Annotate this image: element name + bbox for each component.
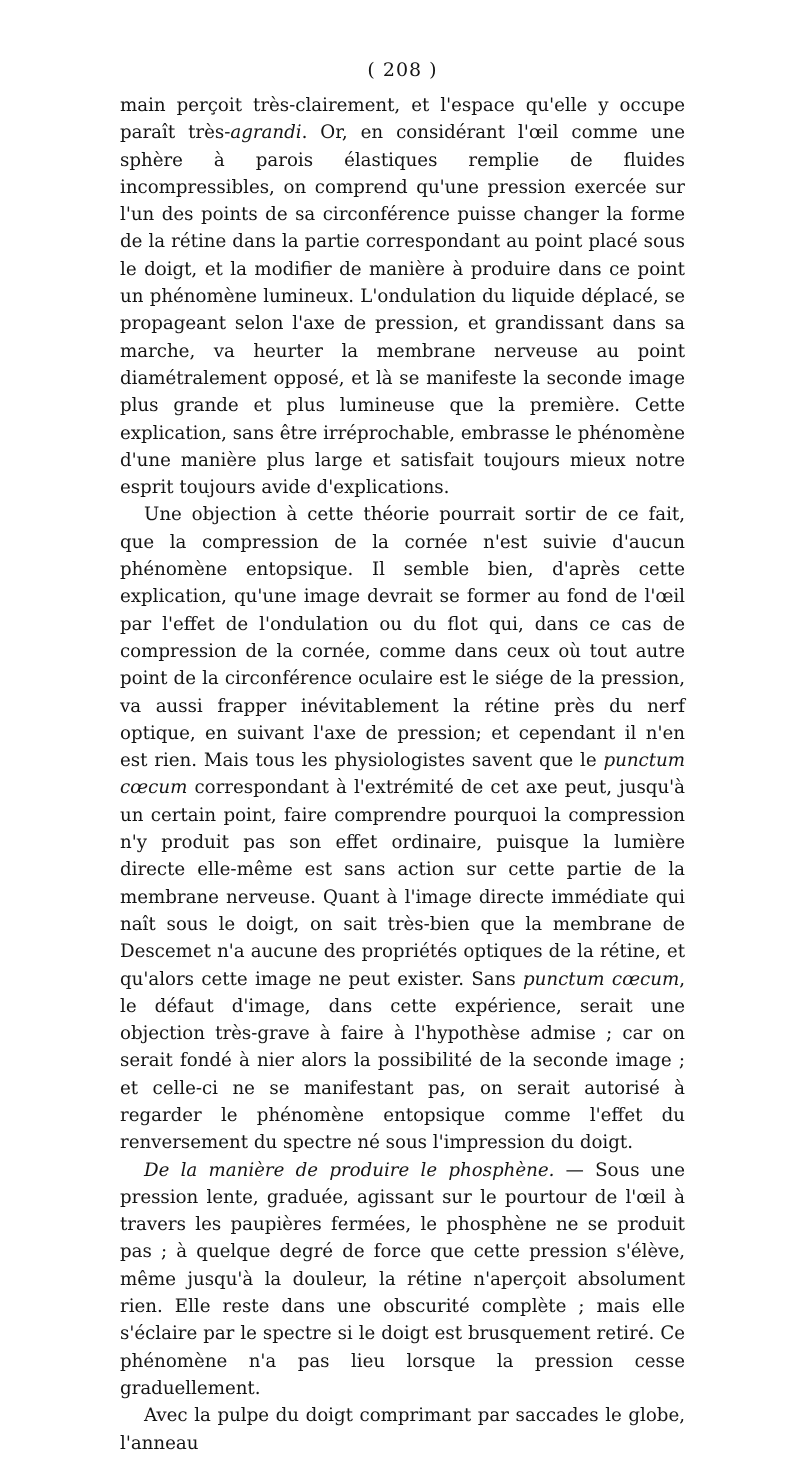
text-run: . Or, en considérant l'œil comme une sphère à parois élastiques remplie de fluides incompressibles, on comprend qu'une pression exercée sur l'un des points de sa circonférence puisse changer la forme de la rétine dans la partie correspondant au point placé sous le doigt, et la modifier de manière à produire dans ce point un phénomène lumineux. L'ondulation du liquide déplacé, se propageant selon l'axe de pression, et grandissant dans sa marche, va heurter la membrane nerveuse au point diamétralement opposé, et là se manifeste la seconde image plus grande et plus lumineuse que la première. Cette explication, sans être irréprochable, embrasse le phénomène d'une manière plus large et satisfait toujours mieux notre esprit toujours avide d'explications. <box>120 122 685 499</box>
body-text <box>120 92 685 1457</box>
paragraph <box>120 92 685 501</box>
page-number: ( 208 ) <box>367 59 438 81</box>
paragraph <box>120 1402 685 1457</box>
italic-text: De la manière de produire le phosphène. <box>144 1159 555 1181</box>
text-run: Une objection à cette théorie pourrait sortir de ce fait, que la compression de la cornée n'est suivie d'aucun phénomène entopsique. Il semble bien, d'après cette explication, qu'une image devrait se former au fond de l'œil par l'effet de l'ondulation ou du flot qui, dans ce cas de compression de la cornée, comme dans ceux où tout autre point de la circonférence oculaire est le siége de la pression, va aussi frapper inévitablement la rétine près du nerf optique, en suivant l'axe de pression; et cependant il n'en est rien. Mais tous les physiologistes savent que le <box>120 504 685 772</box>
paragraph <box>120 1157 685 1403</box>
italic-text: agrandi <box>230 122 302 144</box>
text-run: main perçoit très-clairement, et l'espace qu'elle y occupe paraît très- <box>120 95 685 144</box>
text-run: , le défaut d'image, dans cette expérience, serait une objection très-grave à faire à l'hypothèse admise ; car on serait fondé à nier alors la possibilité de la seconde image ; et celle-ci ne se manifestant pas, on serait autorisé à regarder le phénomène entopsique comme l'effet du renversement du spectre né sous l'impression du doigt. <box>120 968 685 1154</box>
paragraph <box>120 501 685 1156</box>
text-run: correspondant à l'extrémité de cet axe peut, jusqu'à un certain point, faire comprendre pourquoi la compression n'y produit pas son effet ordinaire, puisque la lumière directe elle-même est sans action sur cette partie de la membrane nerveuse. Quant à l'image directe immédiate qui naît sous le doigt, on sait très-bien que la membrane de Descemet n'a aucune des propriétés optiques de la rétine, et qu'alors cette image ne peut exister. Sans <box>120 777 685 990</box>
italic-text: punctum cœcum <box>523 968 680 990</box>
text-run: — Sous une pression lente, graduée, agissant sur le pourtour de l'œil à travers les paupières fermées, le phosphène ne se produit pas ; à quelque degré de force que cette pression s'élève, même jusqu'à la douleur, la rétine n'aperçoit absolument rien. Elle reste dans une obscurité complète ; mais elle s'éclaire par le spectre si le doigt est brusquement retiré. Ce phénomène n'a pas lieu lorsque la pression cesse graduellement. <box>120 1159 685 1399</box>
italic-text: punctum cœcum <box>120 750 685 799</box>
text-run: Avec la pulpe du doigt comprimant par saccades le globe, l'anneau <box>120 1405 685 1454</box>
